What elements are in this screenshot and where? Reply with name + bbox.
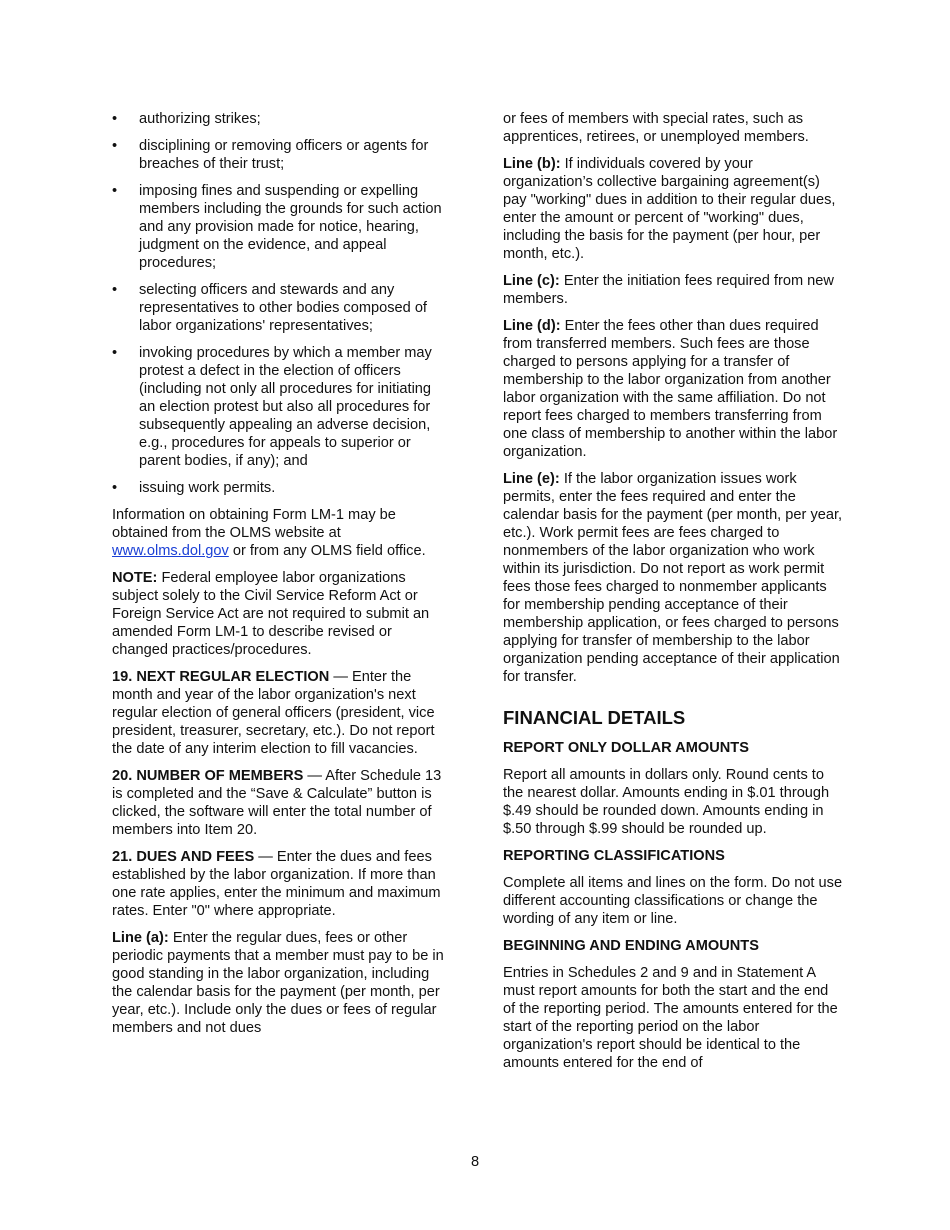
line-d-label: Line (d):: [503, 318, 561, 334]
list-item-text: imposing fines and suspending or expelling members including the grounds for such action and any provision made for notice, hearing, judgment on the evidence, and appeal procedures;: [139, 183, 442, 271]
list-item-text: issuing work permits.: [139, 480, 276, 496]
lm1-info-paragraph: Information on obtaining Form LM-1 may be obtained from the OLMS website at www.olms.dol.gov or from any OLMS field office.: [112, 507, 426, 559]
item-21-paragraph: 21. DUES AND FEES — Enter the dues and fees established by the labor organization. If more than one rate applies, enter the minimum and maximum rates. Enter "0" where appropriate.: [112, 849, 441, 919]
bullet-icon: •: [112, 345, 118, 361]
left-column: [112, 110, 447, 1046]
bullet-icon: •: [112, 480, 118, 496]
list-item-text: selecting officers and stewards and any representatives to other bodies composed of labor organizations' representatives;: [139, 282, 427, 334]
line-e-label: Line (e):: [503, 471, 560, 487]
line-a-paragraph: Line (a): Enter the regular dues, fees or other periodic payments that a member must pay to be in good standing in the labor organization, including the calendar basis for the payment (per month, per year, etc.). Include only the dues or fees of regular members and not dues: [112, 930, 444, 1036]
item-21-label: 21. DUES AND FEES: [112, 849, 255, 865]
line-b-paragraph: Line (b): If individuals covered by your organization’s collective bargaining agreement(s) pay "working" dues in addition to their regular dues, enter the amount or percent of "working" dues, including the basis for the payment (per hour, per month, etc.).: [503, 156, 836, 262]
dollar-amounts-heading: REPORT ONLY DOLLAR AMOUNTS: [503, 740, 749, 756]
line-a-continuation: or fees of members with special rates, such as apprentices, retirees, or unemployed members.: [503, 111, 809, 145]
line-c-paragraph: Line (c): Enter the initiation fees required from new members.: [503, 273, 834, 307]
page-number: 8: [470, 1154, 480, 1170]
list-item-text: invoking procedures by which a member may protest a defect in the election of officers (including not only all procedures for initiating an election protest but also all procedures for subsequently appealing an adverse decision, e.g., procedures for appeals to superior or parent bodies, if any); and: [139, 345, 432, 469]
list-item: [112, 182, 447, 272]
line-e-paragraph: Line (e): If the labor organization issues work permits, enter the fees required and enter the calendar basis for the payment (per month, per year, etc.). Work permit fees are fees charged to nonmembers of the labor organization who work within its jurisdiction. Do not report as work permit fees those fees charged to nonmember applicants for membership pending acceptance of their membership application, or fees charged to persons applying for transfer of membership to the labor organization pending acceptance of their application for transfer.: [503, 471, 843, 685]
right-column: [503, 110, 843, 1081]
item-19-label: 19. NEXT REGULAR ELECTION: [112, 669, 330, 685]
note-label: NOTE:: [112, 570, 158, 586]
list-item: [112, 479, 447, 497]
list-item-text: authorizing strikes;: [139, 111, 261, 127]
bullet-icon: •: [112, 183, 118, 199]
beginning-ending-heading: BEGINNING AND ENDING AMOUNTS: [503, 938, 759, 954]
line-c-label: Line (c):: [503, 273, 560, 289]
item-19-paragraph: 19. NEXT REGULAR ELECTION — Enter the month and year of the labor organization's next regular election of general officers (president, vice president, treasurer, secretary, etc.). Do not report the date of any interim election to fill vacancies.: [112, 669, 435, 757]
item-20-paragraph: 20. NUMBER OF MEMBERS — After Schedule 13 is completed and the “Save & Calculate” button is clicked, the software will enter the total number of members into Item 20.: [112, 768, 442, 838]
reporting-classifications-heading: REPORTING CLASSIFICATIONS: [503, 848, 725, 864]
list-item: [112, 110, 447, 128]
bullet-icon: •: [112, 138, 118, 154]
line-b-label: Line (b):: [503, 156, 561, 172]
list-item: [112, 137, 447, 173]
bullet-icon: •: [112, 111, 118, 127]
list-item: [112, 281, 447, 335]
bullet-icon: •: [112, 282, 118, 298]
olms-website-link[interactable]: www.olms.dol.gov: [112, 543, 229, 559]
line-a-label: Line (a):: [112, 930, 169, 946]
financial-details-heading: FINANCIAL DETAILS: [503, 707, 686, 728]
line-d-paragraph: Line (d): Enter the fees other than dues required from transferred members. Such fees are those charged to persons applying for a transfer of membership to the labor organization from another labor organization with the same affiliation. Do not report fees charged to members transferring from one class of membership to another within the labor organization.: [503, 318, 838, 460]
beginning-ending-paragraph: Entries in Schedules 2 and 9 and in Statement A must report amounts for both the start and the end of the reporting period. The amounts entered for the start of the reporting period on the labor organization's report should be identical to the amounts entered for the end of: [503, 965, 838, 1071]
dollar-amounts-paragraph: Report all amounts in dollars only. Round cents to the nearest dollar. Amounts ending in $.01 through $.49 should be rounded down. Amounts ending in $.50 through $.99 should be rounded up.: [503, 767, 830, 837]
bullet-list: [112, 110, 447, 497]
list-item: [112, 344, 447, 470]
item-20-label: 20. NUMBER OF MEMBERS: [112, 768, 304, 784]
reporting-classifications-paragraph: Complete all items and lines on the form. Do not use different accounting classifications or change the wording of any item or line.: [503, 875, 843, 927]
note-paragraph: NOTE: Federal employee labor organizations subject solely to the Civil Service Reform Act or Foreign Service Act are not required to submit an amended Form LM-1 to describe revised or changed practices/procedures.: [112, 570, 430, 658]
list-item-text: disciplining or removing officers or agents for breaches of their trust;: [139, 138, 429, 172]
